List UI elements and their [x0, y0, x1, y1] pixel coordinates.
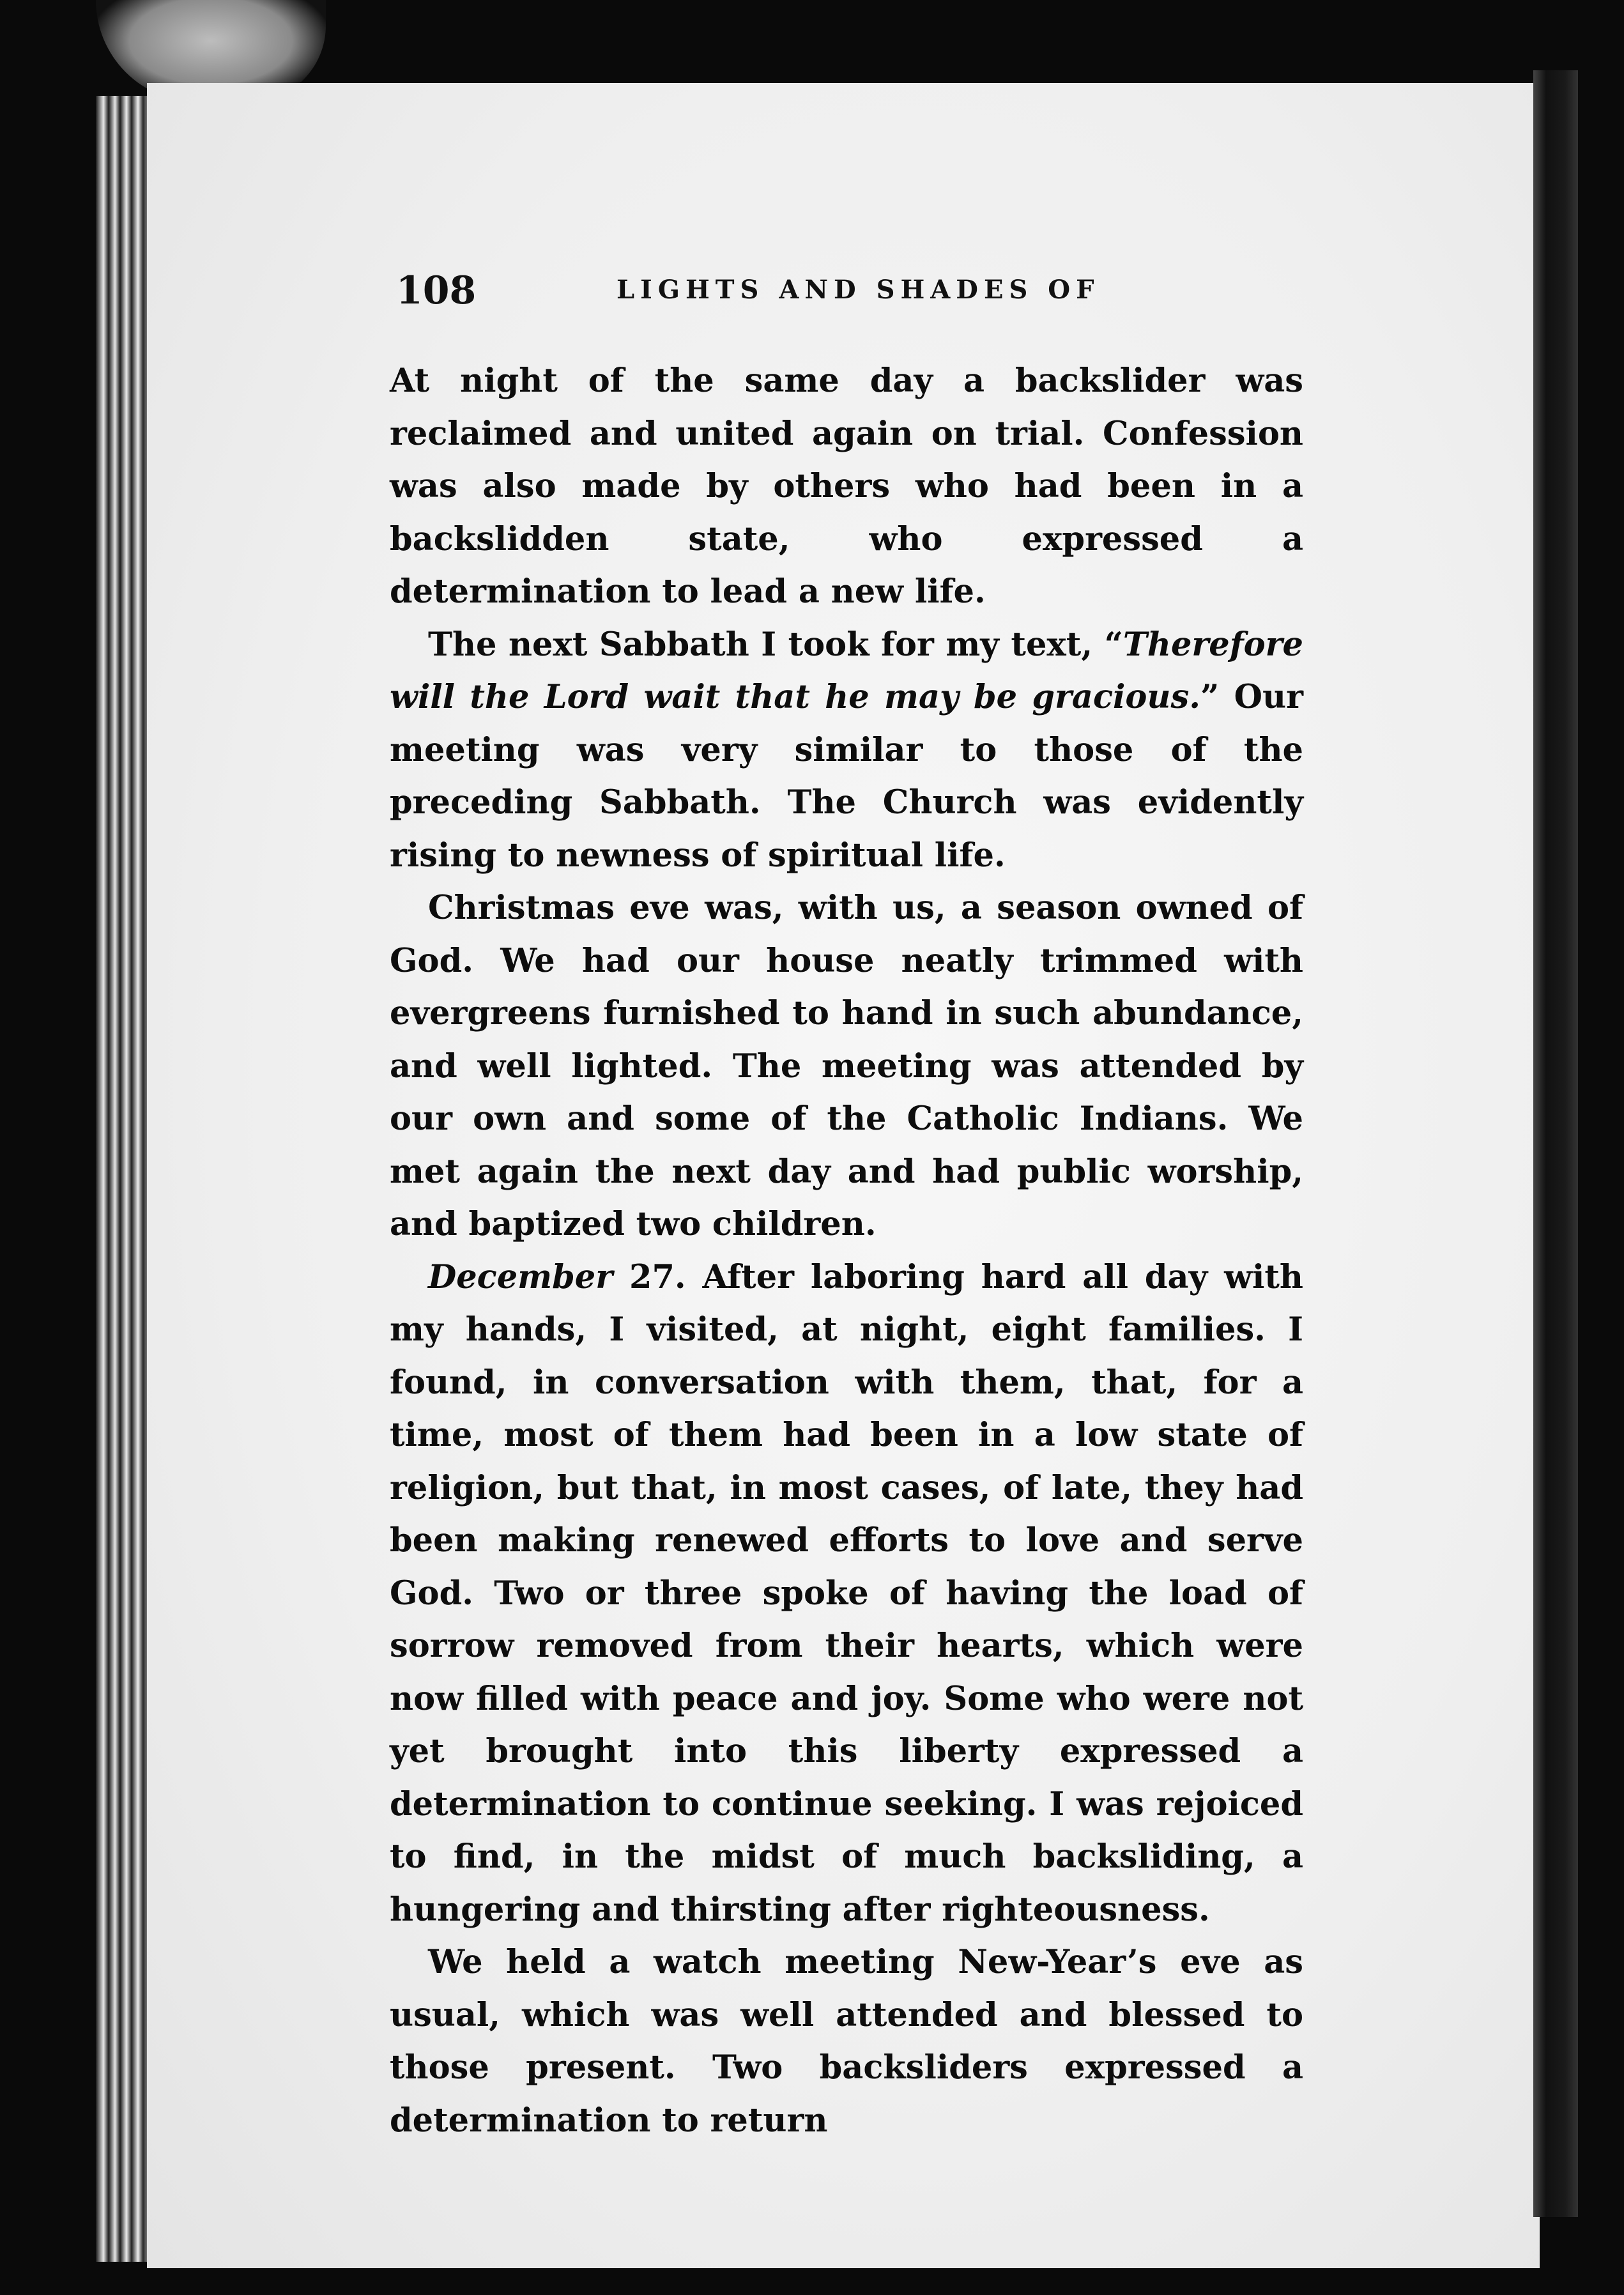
- paragraph-2-lead: The next Sabbath I took for my text, “: [428, 625, 1123, 664]
- paragraph-4: [390, 1251, 1303, 1937]
- date-label: December: [428, 1257, 613, 1296]
- page-number: 108: [396, 268, 477, 313]
- running-head: LIGHTS AND SHADES OF: [617, 275, 1100, 305]
- body-text: [390, 355, 1303, 2147]
- paragraph-2-rest: ” Our meeting was very similar to those of the preceding Sabbath. The Church was evidently rising to newness of spiritual life.: [390, 678, 1303, 875]
- paragraph-5: We held a watch meeting New-Year’s eve as usual, which was well attended and blessed to those present. Two backsliders expressed a determination to return: [390, 1943, 1303, 2140]
- page-header: [396, 268, 1329, 319]
- paragraph-2: [390, 618, 1303, 882]
- binding-gutter: [1533, 70, 1578, 2217]
- paragraph-4-rest: 27. After laboring hard all day with my hands, I visited, at night, eight families. I found, in conversation with them, that, for a time, most of them had been in a low state of religion, but that, in most cases, of late, they had been making renewed efforts to love and serve God. Two or three spoke of having the load of sorrow removed from their hearts, which were now filled with peace and joy. Some who were not yet brought into this liberty expressed a determination to continue seeking. I was rejoiced to find, in the midst of much backsliding, a hungering and thirsting after righteousness.: [390, 1257, 1303, 1929]
- paragraph-1: At night of the same day a backslider was reclaimed and united again on trial. Confession was also made by others who had been in a backslidden state, who expressed a determination to lead a new life.: [390, 362, 1303, 611]
- paragraph-3: Christmas eve was, with us, a season owned of God. We had our house neatly trimmed with evergreens furnished to hand in such abundance, and well lighted. The meeting was attended by our own and some of the Catholic Indians. We met again the next day and had public worship, and baptized two children.: [390, 889, 1303, 1243]
- scripture-quote: Therefore will the Lord wait that he may be gracious.: [390, 625, 1303, 716]
